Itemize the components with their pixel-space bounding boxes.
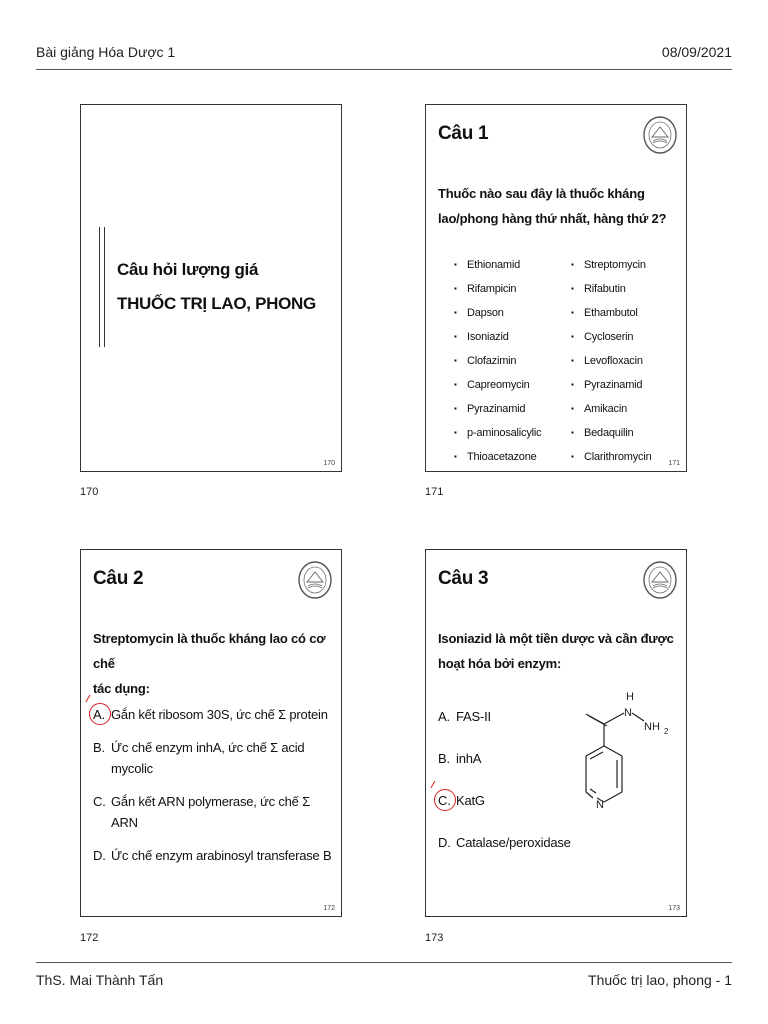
option-text: Gắn kết ARN polymerase, ức chế Σ ARN (111, 794, 310, 830)
option-c (93, 791, 333, 833)
list-item: ▪ Capreomycin (454, 373, 541, 397)
question-line-2: tác dụng: (93, 681, 150, 696)
list-item: ▪ Thioacetazone (454, 445, 541, 469)
question-text (438, 626, 674, 676)
option-a (438, 706, 571, 728)
option-letter: B. (438, 751, 450, 766)
list-item: ▪ Isoniazid (454, 325, 541, 349)
slide-label-173: 173 (425, 932, 444, 944)
list-item: ▪ Ethionamid (454, 253, 541, 277)
drug-list-right (571, 253, 652, 469)
question-text (438, 181, 666, 231)
slide-label-172: 172 (80, 932, 99, 944)
university-seal-icon (297, 560, 333, 600)
question-line-1: Thuốc nào sau đây là thuốc kháng (438, 186, 645, 201)
amine-subscript: 2 (664, 727, 669, 736)
option-text: KatG (456, 793, 485, 808)
question-line-1: Isoniazid là một tiền dược và cần được (438, 631, 674, 646)
title-line-1: Câu hỏi lượng giá (117, 260, 259, 279)
slide-170-title (117, 253, 316, 321)
option-letter: C. (438, 790, 456, 812)
answer-options (93, 704, 333, 878)
slide-page-number: 172 (323, 905, 335, 912)
option-letter: A. (438, 709, 450, 724)
footer-author: ThS. Mai Thành Tấn (36, 972, 164, 988)
list-item: ▪ Levofloxacin (571, 349, 652, 373)
slide-172 (80, 549, 342, 917)
drug-list-left (454, 253, 541, 469)
slide-page-number: 173 (668, 905, 680, 912)
hydrogen-label: H (626, 691, 634, 703)
option-text: Gắn kết ribosom 30S, ức chế Σ protein (111, 707, 328, 722)
option-text: FAS-II (456, 709, 491, 724)
list-item: ▪ Dapson (454, 301, 541, 325)
option-b (93, 737, 333, 779)
isoniazid-structure-diagram (574, 686, 674, 836)
option-d (93, 845, 333, 866)
question-line-2: hoạt hóa bởi enzym: (438, 656, 562, 671)
answer-mark-circle (434, 789, 456, 811)
footer-chapter: Thuốc trị lao, phong - 1 (588, 972, 732, 988)
option-c (438, 790, 571, 812)
answer-options (438, 706, 571, 866)
option-text: Ức chế enzym inhA, ức chế Σ acid mycolic (111, 740, 305, 776)
list-item: ▪ Clarithromycin (571, 445, 652, 469)
answer-mark-circle (89, 703, 111, 725)
list-item: ▪ Cycloserin (571, 325, 652, 349)
list-item: ▪ Bedaquilin (571, 421, 652, 445)
list-item: ▪ Rifabutin (571, 277, 652, 301)
list-item: ▪ Streptomycin (571, 253, 652, 277)
title-accent-bar (99, 227, 105, 347)
question-line-2: lao/phong hàng thứ nhất, hàng thứ 2? (438, 211, 667, 226)
list-item: ▪ Pyrazinamid (571, 373, 652, 397)
header-course-title: Bài giảng Hóa Dược 1 (36, 44, 176, 60)
option-d (438, 832, 571, 854)
slide-170 (80, 104, 342, 472)
university-seal-icon (642, 560, 678, 600)
slide-title: Câu 1 (438, 123, 489, 144)
option-letter: C. (93, 794, 106, 809)
question-text (93, 626, 341, 701)
option-text: inhA (456, 751, 482, 766)
nitrogen-label: N (624, 707, 632, 719)
header-date: 08/09/2021 (661, 44, 732, 60)
ring-nitrogen-label: N (596, 799, 604, 811)
footer-divider (36, 962, 732, 963)
option-letter: D. (93, 848, 106, 863)
list-item: ▪ Pyrazinamid (454, 397, 541, 421)
option-text: Ức chế enzym arabinosyl transferase B (111, 848, 332, 863)
question-line-1: Streptomycin là thuốc kháng lao có cơ chế (93, 631, 326, 671)
list-item: ▪ p-aminosalicylic (454, 421, 541, 445)
header-divider (36, 69, 732, 70)
slide-label-170: 170 (80, 486, 99, 498)
list-item: ▪ Amikacin (571, 397, 652, 421)
amine-label: NH (644, 721, 660, 733)
option-text: Catalase/peroxidase (456, 835, 571, 850)
option-letter: D. (438, 835, 451, 850)
list-item: ▪ Ethambutol (571, 301, 652, 325)
title-line-2: THUỐC TRỊ LAO, PHONG (117, 294, 316, 313)
slide-title: Câu 2 (93, 568, 144, 589)
university-seal-icon (642, 115, 678, 155)
option-letter: A. (93, 704, 111, 725)
list-item: ▪ Clofazimin (454, 349, 541, 373)
slide-title: Câu 3 (438, 568, 489, 589)
slide-171 (425, 104, 687, 472)
slide-page-number: 171 (668, 460, 680, 467)
option-letter: B. (93, 740, 105, 755)
list-item: ▪ Rifampicin (454, 277, 541, 301)
slide-page-number: 170 (323, 460, 335, 467)
option-a (93, 704, 333, 725)
option-b (438, 748, 571, 770)
slide-label-171: 171 (425, 486, 444, 498)
slide-173 (425, 549, 687, 917)
